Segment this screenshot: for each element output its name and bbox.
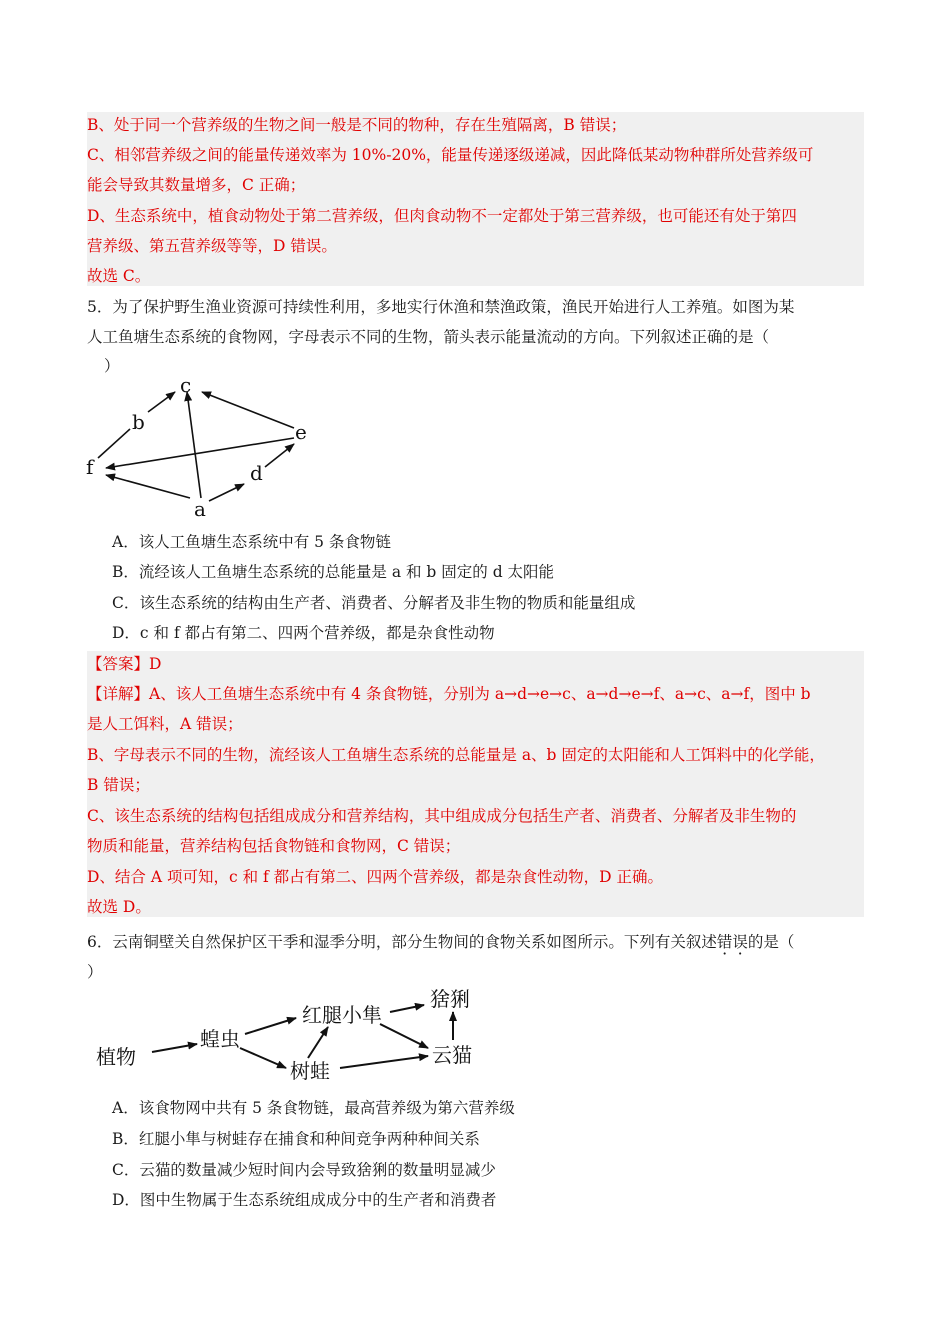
q6-option-b: B．红腿小隼与树蛙存在捕食和种间竞争两种种间关系 — [112, 1130, 480, 1148]
q5-detail-line5: C、该生态系统的结构包括组成成分和营养结构，其中组成成分包括生产者、消费者、分解者及非生物的 — [87, 807, 797, 825]
q6-option-d: D．图中生物属于生态系统组成成分中的生产者和消费者 — [112, 1191, 497, 1209]
node-c: c — [180, 374, 192, 397]
q4-explain-d-line1: D、生态系统中，植食动物处于第二营养级，但肉食动物不一定都处于第三营养级，也可能还有处于第四 — [87, 207, 797, 225]
q5-detail-line4: B 错误； — [87, 776, 150, 794]
q5-option-d: D．c 和 f 都占有第二、四两个营养级，都是杂食性动物 — [112, 624, 495, 642]
q5-option-c: C．该生态系统的结构由生产者、消费者、分解者及非生物的物质和能量组成 — [112, 594, 636, 612]
node-bird: 红腿小隼 — [302, 1003, 382, 1027]
q5-option-a: A．该人工鱼塘生态系统中有 5 条食物链 — [112, 533, 391, 551]
q5-answer: 【答案】D — [87, 655, 162, 673]
q5-choice: 故选 D。 — [87, 898, 151, 916]
node-a: a — [194, 497, 206, 521]
node-e: e — [295, 420, 307, 444]
q5-detail-line3: B、字母表示不同的生物，流经该人工鱼塘生态系统的总能量是 a、b 固定的太阳能和人工饵料中的化学能， — [87, 746, 825, 764]
q5-food-web-diagram — [80, 374, 320, 524]
node-locust: 蝗虫 — [200, 1027, 240, 1051]
q5-stem-line2: 人工鱼塘生态系统的食物网，字母表示不同的生物，箭头表示能量流动的方向。下列叙述正确的是（ — [87, 328, 770, 346]
q5-detail-line7: D、结合 A 项可知，c 和 f 都占有第二、四两个营养级，都是杂食性动物，D 正确。 — [87, 868, 664, 886]
q5-stem-line3: ） — [104, 357, 120, 375]
node-b: b — [132, 410, 145, 434]
q5-option-b: B．流经该人工鱼塘生态系统的总能量是 a 和 b 固定的 d 太阳能 — [112, 563, 555, 581]
node-frog: 树蛙 — [290, 1059, 330, 1083]
q6-stem-pre: 6．云南铜壁关自然保护区干季和湿季分明，部分生物间的食物关系如图所示。下列有关叙述 — [87, 933, 717, 951]
q5-detail-line1: 【详解】A、该人工鱼塘生态系统中有 4 条食物链，分别为 a→d→e→c、a→d→e→f、a→c、a→f，图中 b — [87, 685, 811, 703]
q6-food-web-diagram — [90, 984, 510, 1084]
q4-explain-c-line2: 能会导致其数量增多，C 正确； — [87, 176, 306, 194]
node-d: d — [250, 461, 263, 485]
q5-stem-line1: 5．为了保护野生渔业资源可持续性利用，多地实行休渔和禁渔政策，渔民开始进行人工养殖。如图为某 — [87, 298, 795, 316]
q6-stem-line1 — [87, 932, 794, 952]
q4-explain-c-line1: C、相邻营养级之间的能量传递效率为 10%-20%，能量传递逐级递减，因此降低某动物种群所处营养级可 — [87, 146, 814, 164]
q6-option-a: A．该食物网中共有 5 条食物链，最高营养级为第六营养级 — [112, 1099, 515, 1117]
q4-choice: 故选 C。 — [87, 267, 151, 285]
q6-stem-line2: ） — [87, 963, 103, 981]
q5-detail-line6: 物质和能量，营养结构包括食物链和食物网，C 错误； — [87, 837, 461, 855]
q6-stem-emphasis-1: 错 — [716, 933, 733, 951]
q5-detail-line2: 是人工饵料，A 错误； — [87, 715, 243, 733]
q4-explain-b: B、处于同一个营养级的生物之间一般是不同的物种，存在生殖隔离，B 错误； — [87, 116, 627, 134]
q4-explain-d-line2: 营养级、第五营养级等等，D 错误。 — [87, 237, 337, 255]
node-civet: 猞猁 — [430, 987, 470, 1011]
node-f: f — [86, 455, 94, 479]
q4-answer-block — [87, 112, 864, 286]
q6-option-c: C．云猫的数量减少短时间内会导致猞猁的数量明显减少 — [112, 1161, 496, 1179]
q6-stem-emphasis-2: 误 — [732, 933, 748, 951]
node-plant: 植物 — [96, 1045, 136, 1069]
node-cat: 云猫 — [432, 1043, 472, 1067]
q6-stem-post: 的是（ — [747, 933, 795, 951]
